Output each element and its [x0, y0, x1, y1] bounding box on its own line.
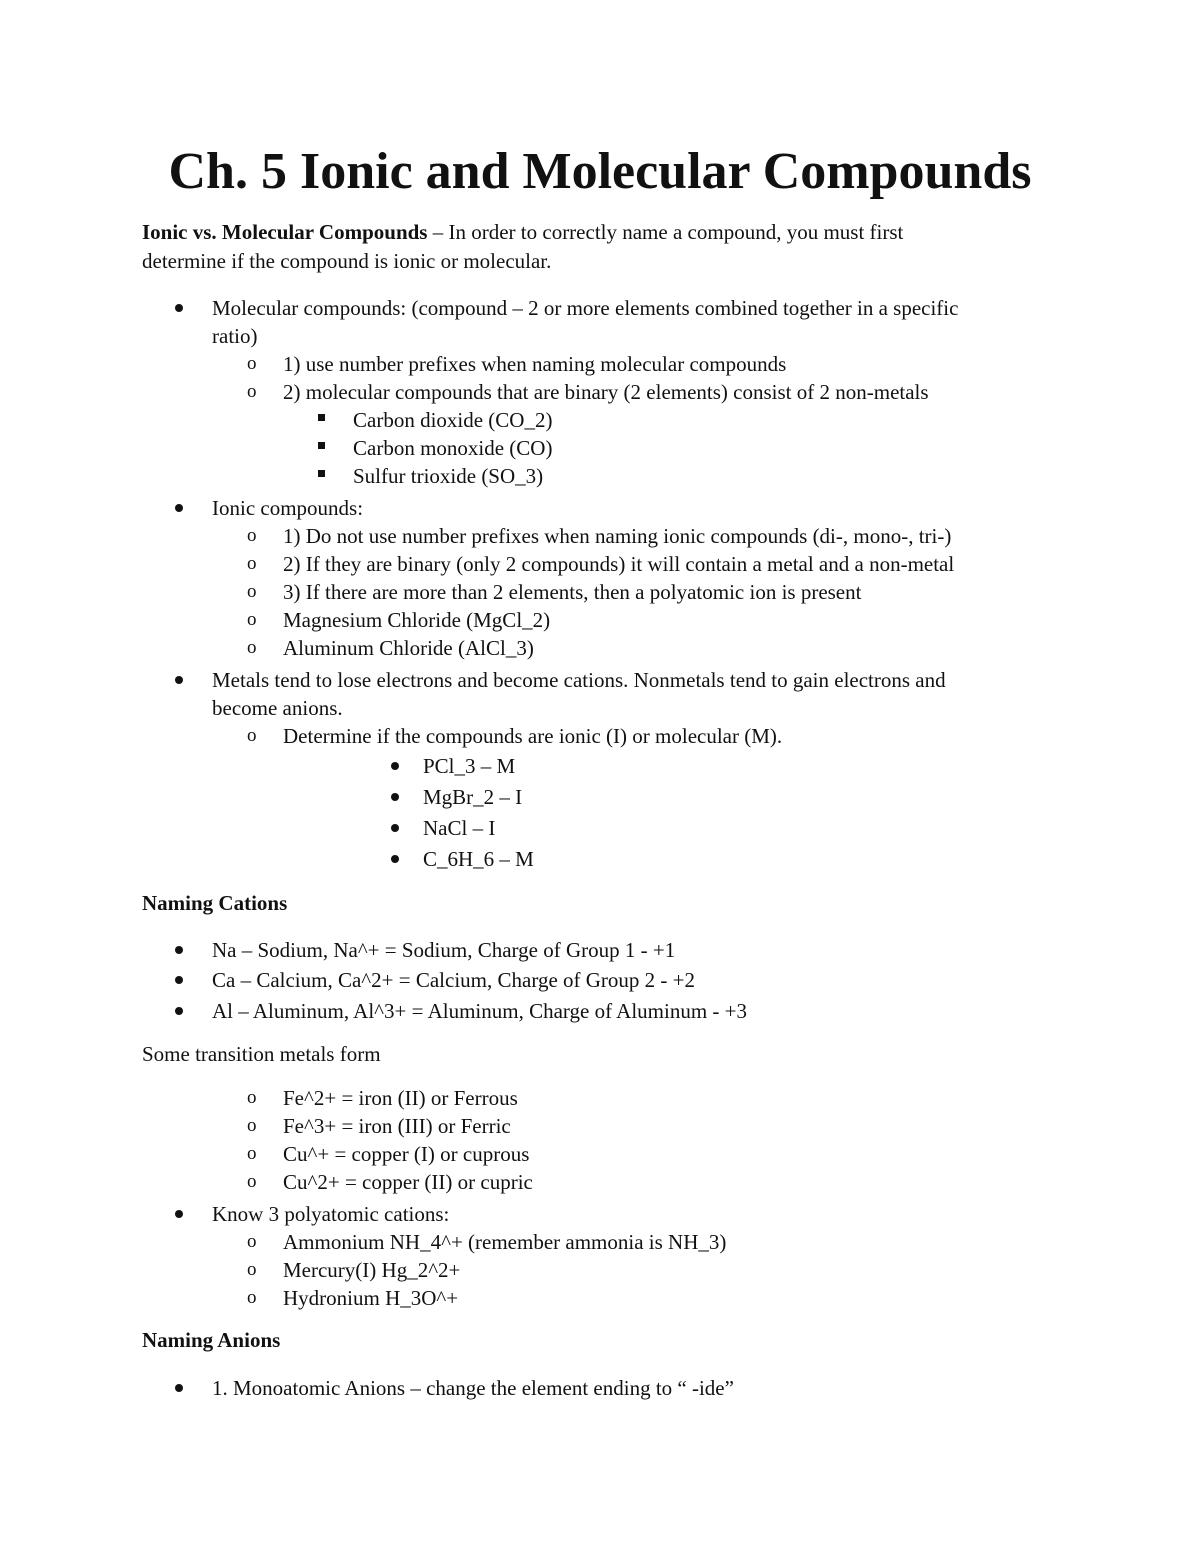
bullet-dot — [391, 824, 399, 832]
bullet-circle: o — [247, 381, 257, 402]
bullet-circle: o — [247, 1143, 257, 1164]
bullet-dot — [175, 304, 183, 312]
bullet-dot — [391, 855, 399, 863]
polyatomic-item-2: Mercury(I) Hg_2^2+ — [283, 1258, 461, 1282]
bullet-dot — [175, 676, 183, 684]
metals-item-2: MgBr_2 – I — [423, 785, 523, 809]
bullet-dot — [391, 762, 399, 770]
bullet-circle: o — [247, 637, 257, 658]
bullet-dot — [175, 504, 183, 512]
molecular-example-1: Carbon dioxide (CO_2) — [353, 408, 553, 432]
bullet-circle: o — [247, 609, 257, 630]
intro-text-1: – In order to correctly name a compound, you must first — [427, 220, 904, 244]
bullet-circle: o — [247, 525, 257, 546]
polyatomic-item-3: Hydronium H_3O^+ — [283, 1286, 459, 1310]
molecular-sub-2: 2) molecular compounds that are binary (2 elements) consist of 2 non-metals — [283, 380, 929, 404]
polyatomic-label: Know 3 polyatomic cations: — [212, 1202, 450, 1226]
metals-item-1: PCl_3 – M — [423, 754, 516, 778]
bullet-circle: o — [247, 1259, 257, 1280]
metals-item-3: NaCl – I — [423, 816, 496, 840]
transition-item-2: Fe^3+ = iron (III) or Ferric — [283, 1114, 511, 1138]
bullet-circle: o — [247, 1087, 257, 1108]
ionic-sub-1: 1) Do not use number prefixes when naming ionic compounds (di-, mono-, tri-) — [283, 524, 952, 548]
molecular-example-2: Carbon monoxide (CO) — [353, 436, 553, 460]
ionic-sub-2: 2) If they are binary (only 2 compounds) it will contain a metal and a non-metal — [283, 552, 955, 576]
intro-bold: Ionic vs. Molecular Compounds — [142, 220, 428, 244]
intro-line-1 — [142, 218, 903, 246]
bullet-circle: o — [247, 1115, 257, 1136]
metals-line-1: Metals tend to lose electrons and become cations. Nonmetals tend to gain electrons and — [212, 668, 946, 692]
cation-item-2: Ca – Calcium, Ca^2+ = Calcium, Charge of Group 2 - +2 — [212, 968, 695, 992]
bullet-dot — [175, 946, 183, 954]
bullet-square — [318, 470, 325, 477]
bullet-dot — [175, 976, 183, 984]
ionic-label: Ionic compounds: — [212, 496, 364, 520]
bullet-dot — [175, 1007, 183, 1015]
ionic-sub-4: Magnesium Chloride (MgCl_2) — [283, 608, 551, 632]
cation-item-3: Al – Aluminum, Al^3+ = Aluminum, Charge of Aluminum - +3 — [212, 999, 748, 1023]
bullet-dot — [175, 1210, 183, 1218]
bullet-circle: o — [247, 1171, 257, 1192]
ionic-sub-5: Aluminum Chloride (AlCl_3) — [283, 636, 534, 660]
metals-sub: Determine if the compounds are ionic (I) or molecular (M). — [283, 724, 783, 748]
ionic-sub-3: 3) If there are more than 2 elements, then a polyatomic ion is present — [283, 580, 862, 604]
bullet-square — [318, 442, 325, 449]
heading-naming-anions: Naming Anions — [142, 1328, 281, 1352]
transition-item-1: Fe^2+ = iron (II) or Ferrous — [283, 1086, 518, 1110]
bullet-circle: o — [247, 553, 257, 574]
molecular-line-1: Molecular compounds: (compound – 2 or more elements combined together in a specific — [212, 296, 959, 320]
bullet-dot — [175, 1384, 183, 1392]
intro-line-2: determine if the compound is ionic or molecular. — [142, 249, 552, 273]
bullet-circle: o — [247, 725, 257, 746]
anion-item-1: 1. Monoatomic Anions – change the element ending to “ -ide” — [212, 1376, 734, 1400]
bullet-square — [318, 414, 325, 421]
polyatomic-item-1: Ammonium NH_4^+ (remember ammonia is NH_3) — [283, 1230, 727, 1254]
molecular-line-2: ratio) — [212, 324, 258, 348]
transition-item-3: Cu^+ = copper (I) or cuprous — [283, 1142, 530, 1166]
cation-item-1: Na – Sodium, Na^+ = Sodium, Charge of Group 1 - +1 — [212, 938, 676, 962]
molecular-example-3: Sulfur trioxide (SO_3) — [353, 464, 544, 488]
page-title: Ch. 5 Ionic and Molecular Compounds — [168, 143, 1032, 200]
transition-item-4: Cu^2+ = copper (II) or cupric — [283, 1170, 533, 1194]
bullet-circle: o — [247, 1231, 257, 1252]
bullet-circle: o — [247, 1287, 257, 1308]
molecular-sub-1: 1) use number prefixes when naming molecular compounds — [283, 352, 787, 376]
bullet-circle: o — [247, 353, 257, 374]
transition-label: Some transition metals form — [142, 1042, 381, 1066]
metals-item-4: C_6H_6 – M — [423, 847, 534, 871]
bullet-circle: o — [247, 581, 257, 602]
metals-line-2: become anions. — [212, 696, 343, 720]
bullet-dot — [391, 793, 399, 801]
heading-naming-cations: Naming Cations — [142, 891, 288, 915]
